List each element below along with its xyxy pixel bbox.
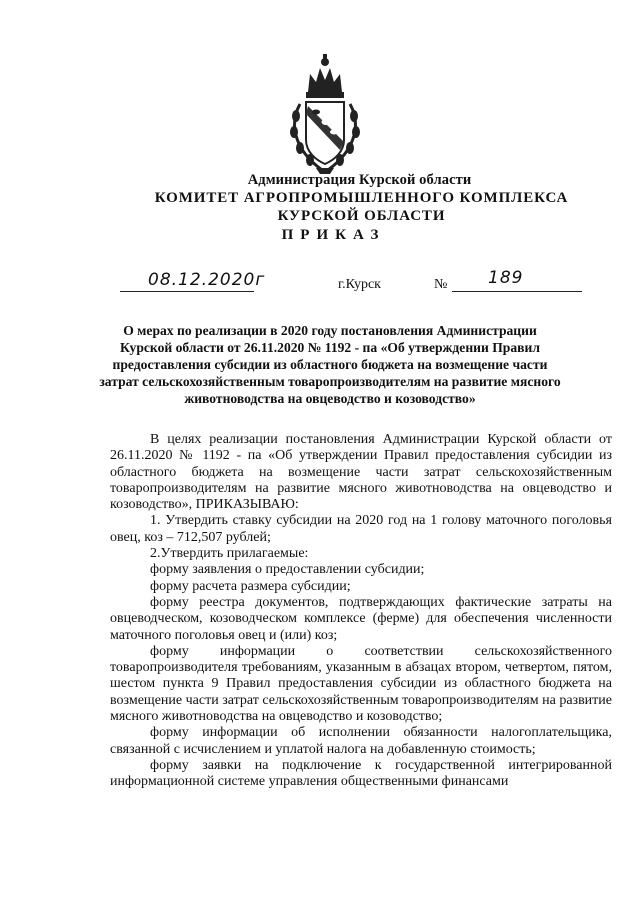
order-number-label: № [434,277,448,292]
order-number: 189 [488,268,524,288]
form-compliance-paragraph: форму информации о соответствии сельскохозяйственного товаропроизводителя требованиям, указанным в абзацах втором, четвертом, пятом, шестом пункта 9 Правил предоставления субсидии из областного бюджета на возмещение части затрат сельскохозяйственным товаропроизводителям на развитие мясного животноводства на овцеводство и козоводство; [110,643,612,725]
order-body [110,432,612,791]
order-heading: ПРИКАЗ [281,227,386,243]
order-date: 08.12.2020г [148,270,266,290]
kursk-coat-of-arms-emblem [286,52,364,176]
form-calculation-paragraph: форму расчета размера субсидии; [150,578,351,594]
order-city: г.Курск [338,277,381,292]
item-2-paragraph: 2.Утвердить прилагаемые: [150,546,309,562]
date-underline [120,291,254,292]
number-underline [452,291,582,292]
item-1-paragraph: 1. Утвердить ставку субсидии на 2020 год на 1 голову маточного поголовья овец, коз – 712,507 рублей; [110,513,612,545]
form-registry-paragraph: форму реестра документов, подтверждающих фактические затраты на овцеводческом, козоводческом комплексе (ферме) для обеспечения численности маточного поголовья овец и (или) коз; [110,594,612,643]
form-tax-paragraph: форму информации об исполнении обязанности налогоплательщика, связанной с исчислением и уплатой налога на добавленную стоимость; [110,725,612,757]
form-connection-paragraph: форму заявки на подключение к государственной интегрированной информационной системе управления общественными финансами [110,757,612,790]
form-application-paragraph: форму заявления о предоставлении субсидии; [150,562,425,578]
committee-heading: КОМИТЕТ АГРОПРОМЫШЛЕННОГО КОМПЛЕКСА [154,190,569,206]
preamble-paragraph: В целях реализации постановления Администрации Курской области от 26.11.2020 № 1192 - па «Об утверждении Правил предоставления субсидии из областного бюджета на возмещение части затрат сельскохозяйственным товаропроизводителям на развитие мясного животноводства на овцеводство и козоводство», ПРИКАЗЫВАЮ: [110,432,612,513]
order-title: О мерах по реализации в 2020 году постановления Администрации Курской области от 26.11.2020 № 1192 - па «Об утверждении Правил предоставления субсидии из областного бюджета на возмещение части затрат сельскохозяйственным товаропроизводителям на развитие мясного животноводства на овцеводство и козоводство» [99,323,561,406]
region-heading: КУРСКОЙ ОБЛАСТИ [277,208,446,224]
administration-heading: Администрация Курской области [247,172,472,188]
